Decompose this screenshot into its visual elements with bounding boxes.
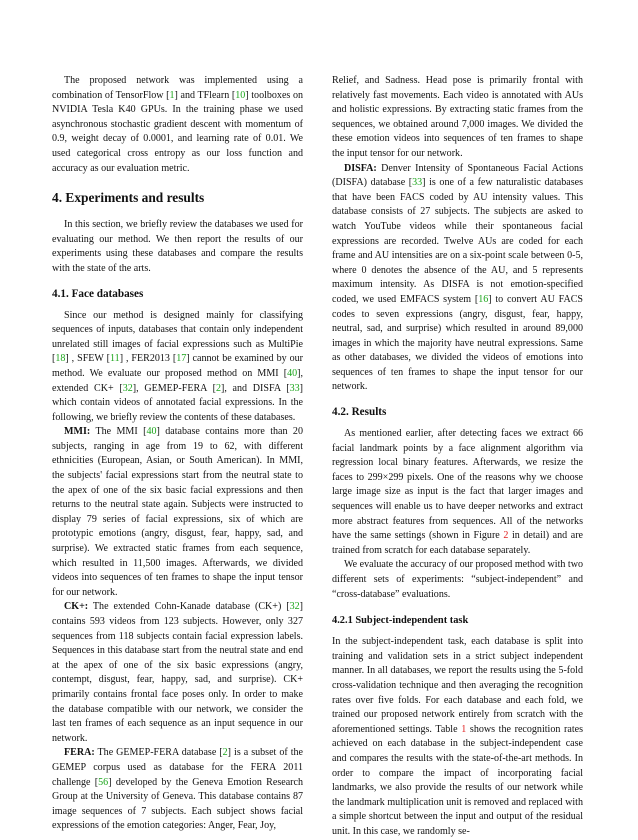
text-run: ] to convert AU FACS codes to seven expressions (angry, disgust, fear, happy, neutral, sad, and surprise) which resulted in around 89,000 images in which the majority have neutral expressions. Same as other databases, we divided the videos of emotions into sequences of ten frames to shape the input tensor for our network. xyxy=(332,293,583,393)
citation-link[interactable]: 2 xyxy=(215,382,221,394)
text-run: ], GEMEP-FERA [ xyxy=(132,382,216,394)
text-run: ] cannot be examined by our method. We evaluate our proposed method on MMI [ xyxy=(52,353,304,379)
section-heading-experiments: 4. Experiments and results xyxy=(52,190,205,206)
text-run: The MMI [ xyxy=(90,426,147,438)
text-run: ] , FER2013 [ xyxy=(119,353,177,365)
paragraph-fera-continued xyxy=(332,74,583,162)
paragraph-section-intro xyxy=(52,218,303,276)
figure-reference-link[interactable]: 1 xyxy=(461,723,467,735)
text-run: Denver Intensity of Spontaneous Facial Actions (DISFA) database [ xyxy=(332,162,583,189)
text-run: Since our method is designed mainly for classifying sequences of inputs, databases that contain only independent unrelated still images of facial expressions such as MultiPie [ xyxy=(52,309,303,365)
text-run: in detail) and are trained from scratch for each database separately. xyxy=(332,530,584,556)
subsection-heading-face-databases: 4.1. Face databases xyxy=(52,287,144,300)
database-label: CK+: xyxy=(64,601,89,613)
subsection-heading-results: 4.2. Results xyxy=(332,406,387,419)
text-run: ], and DISFA [ xyxy=(220,382,290,394)
text-run: ] is a subset of the GEMEP corpus used as database for the FERA 2011 challenge [ xyxy=(52,747,303,788)
text-run: In this section, we briefly review the databases we used for evaluating our method. We then report the results of our experiments using these databases and compare the results with the state of the arts. xyxy=(52,219,303,274)
citation-link[interactable]: 16 xyxy=(478,293,489,305)
text-run: Relief, and Sadness. Head pose is primarily frontal with relatively fast movements. Each video is annotated with AUs and holistic expressions. By extracting static frames from the sequences, we obtained around 7,000 images. We divided the these emotion videos into sequences of ten frames to shape the input tensor for our network. xyxy=(332,75,583,159)
paragraph-results xyxy=(332,427,583,558)
text-run: ] , SFEW [ xyxy=(65,353,111,365)
text-run: As mentioned earlier, after detecting faces we extract 66 facial landmark points by a face alignment algorithm via regression local binary features. Afterwards, we resize the faces to 299×299 pixels. One of the reasons why we choose large image size as input is the fact that larger images and sequences will enable us to have deeper networks and extract more abstract features from sequences. All of the networks have the same settings (shown in Figure xyxy=(332,428,583,542)
citation-link[interactable]: 10 xyxy=(235,89,246,101)
paragraph-mmi xyxy=(52,425,303,600)
paragraph-fera xyxy=(52,746,303,834)
database-label: MMI: xyxy=(64,426,91,438)
citation-link[interactable]: 40 xyxy=(287,367,298,379)
database-label: DISFA: xyxy=(344,162,377,174)
text-run: shows the recognition rates achieved on each database in the subject-independent case and compares the results with the state-of-the-art methods. In order to compare the impact of incorporating facial landmarks, we also provide the results of our network while the landmark multiplication unit is removed and replaced with a simple shortcut between the input and output of the residual unit. In this case, we randomly se- xyxy=(332,723,583,837)
paragraph-ck-plus xyxy=(52,600,303,746)
citation-link[interactable]: 2 xyxy=(222,747,228,759)
citation-link[interactable]: 33 xyxy=(289,382,300,394)
citation-link[interactable]: 33 xyxy=(412,177,423,189)
subsubsection-heading-subject-independent: 4.2.1 Subject-independent task xyxy=(332,615,469,627)
paragraph-face-databases xyxy=(52,309,303,426)
database-label: FERA: xyxy=(64,747,95,759)
text-run: ] and TFlearn [ xyxy=(174,89,236,101)
paragraph-disfa xyxy=(332,162,583,396)
text-run: The extended Cohn-Kanade database (CK+) [ xyxy=(88,601,290,613)
citation-link[interactable]: 18 xyxy=(55,353,66,365)
text-run: ] database contains more than 20 subjects, ranging in age from 19 to 62, with different ethnicities (European, Asian, or South American). In MMI, the subjects' facial expressions start from the neutral state to the apex of one of the six basic facial expressions and then returns to the neutral state again. Subjects were instructed to display 79 series of facial expressions, six of which are prototypic emotions (angry, disgust, fear, happy, sad, and surprise). We extracted static frames from each sequence, which resulted in 11,500 images. Afterwards, we divided videos into sequences of ten frames to shape the input tensor for our network. xyxy=(52,426,303,598)
text-run: ] developed by the Geneva Emotion Research Group at the University of Geneva. This database contains 87 image sequences of 7 subjects. Each subject shows facial expressions of the emotion categories: Anger, Fear, Joy, xyxy=(52,776,303,832)
citation-link[interactable]: 40 xyxy=(146,426,157,438)
text-run: ] which contain videos of annotated facial expressions. In the following, we briefly review the contents of these databases. xyxy=(52,382,304,423)
text-run: ] is one of a few naturalistic databases that have been FACS coded by AU intensity values. This database consists of 27 subjects. The subjects are asked to watch YouTube videos while their spontaneous facial expressions are recorded. Twelve AUs are coded for each frame and AU intensities are on a six-point scale between 0-5, where 0 denotes the absence of the AU, and 5 represents maximum intensity. As DISFA is not emotion-specified coded, we used EMFACS system [ xyxy=(332,177,583,305)
text-run: ] contains 593 videos from 123 subjects. However, only 327 sequences from 118 subjects contain facial expression labels. Sequences in this database start from the neutral state and end at the apex of one of the six basic expressions (angry, contempt, disgust, fear, happy, sad, and surprise). CK+ primarily contains frontal face poses only. In order to make the database compatible with our network, we consider the last ten frames of each sequence as an input sequence in our network. xyxy=(52,601,303,744)
citation-link[interactable]: 32 xyxy=(122,382,133,394)
figure-reference-link[interactable]: 2 xyxy=(503,530,509,542)
text-run: The proposed network was implemented using a combination of TensorFlow [ xyxy=(52,75,303,101)
text-run: We evaluate the accuracy of our proposed method with two different sets of experiments: “subject-independent” and “cross-database” evaluations. xyxy=(332,559,583,600)
text-run: ] toolboxes on NVIDIA Tesla K40 GPUs. In the training phase we used asynchronous stochastic gradient descent with momentum of 0.9, weight decay of 0.0001, and learning rate of 0.01. We used categorical cross entropy as our loss function and accuracy as our evaluation metric. xyxy=(52,89,303,174)
citation-link[interactable]: 17 xyxy=(176,353,187,365)
paragraph-implementation xyxy=(52,74,303,176)
citation-link[interactable]: 11 xyxy=(110,353,120,365)
citation-link[interactable]: 56 xyxy=(98,776,109,788)
text-run: In the subject-independent task, each database is split into training and validation sets in a strict subject independent manner. In all databases, we report the results using the 5-fold cross-validation technique and then averaging the recognition rates over five folds. For each database and each fold, we trained our proposed network entirely from scratch with the aforementioned settings. Table xyxy=(332,636,583,735)
text-run: ], extended CK+ [ xyxy=(52,367,303,394)
citation-link[interactable]: 1 xyxy=(169,89,175,101)
paragraph-evaluation-sets xyxy=(332,558,583,602)
paragraph-subject-independent xyxy=(332,635,583,839)
left-column xyxy=(52,74,303,834)
right-column xyxy=(332,74,583,840)
text-run: The GEMEP-FERA database [ xyxy=(94,747,223,759)
citation-link[interactable]: 32 xyxy=(289,601,300,613)
